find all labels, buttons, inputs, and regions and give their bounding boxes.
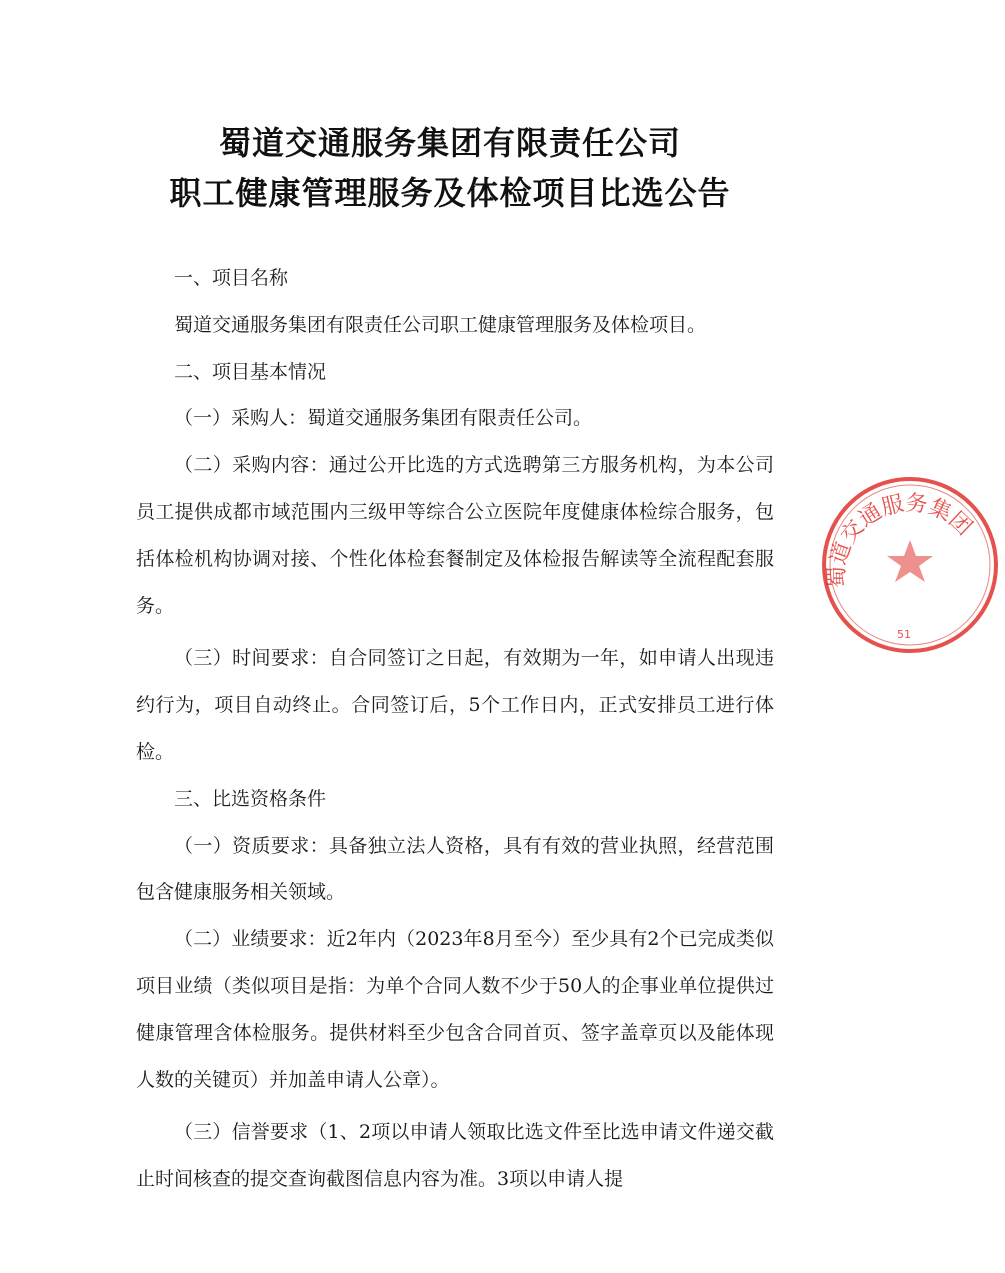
paragraph: 蜀道交通服务集团有限责任公司职工健康管理服务及体检项目。 xyxy=(174,313,707,336)
paragraph: （三）时间要求：自合同签订之日起，有效期为一年，如申请人出现违约行为，项目自动终止。合同签订后，5个工作日内，正式安排员工进行体检。 xyxy=(136,647,774,763)
company-seal-icon xyxy=(815,470,1005,660)
paragraph: （一）资质要求：具备独立法人资格，具有有效的营业执照，经营范围包含健康服务相关领域。 xyxy=(136,834,774,904)
section-heading: 三、比选资格条件 xyxy=(174,787,327,810)
document-title-line-1: 蜀道交通服务集团有限责任公司 xyxy=(218,124,681,162)
paragraph: （三）信誉要求（1、2项以申请人领取比选文件至比选申请文件递交截止时间核查的提交查询截图信息内容为准。3项以申请人提 xyxy=(136,1121,774,1191)
paragraph: （一）采购人：蜀道交通服务集团有限责任公司。 xyxy=(174,407,593,430)
section-heading: 二、项目基本情况 xyxy=(174,360,327,383)
paragraph: （二）业绩要求：近2年内（2023年8月至今）至少具有2个已完成类似项目业绩（类似项目是指：为单个合同人数不少于50人的企事业单位提供过健康管理含体检服务。提供材料至少包含合同首页、签字盖章页以及能体现人数的关键页）并加盖申请人公章）。 xyxy=(136,928,774,1091)
seal-code: 51 xyxy=(897,628,911,641)
document-body xyxy=(136,255,774,1203)
document-title-line-2: 职工健康管理服务及体检项目比选公告 xyxy=(169,174,731,212)
seal-text-path: 蜀道交通服务集团 xyxy=(824,490,977,589)
paragraph: （二）采购内容：通过公开比选的方式选聘第三方服务机构，为本公司员工提供成都市域范围内三级甲等综合公立医院年度健康体检综合服务，包括体检机构协调对接、个性化体检套餐制定及体检报告解读等全流程配套服务。 xyxy=(136,454,774,617)
section-heading: 一、项目名称 xyxy=(174,267,289,289)
